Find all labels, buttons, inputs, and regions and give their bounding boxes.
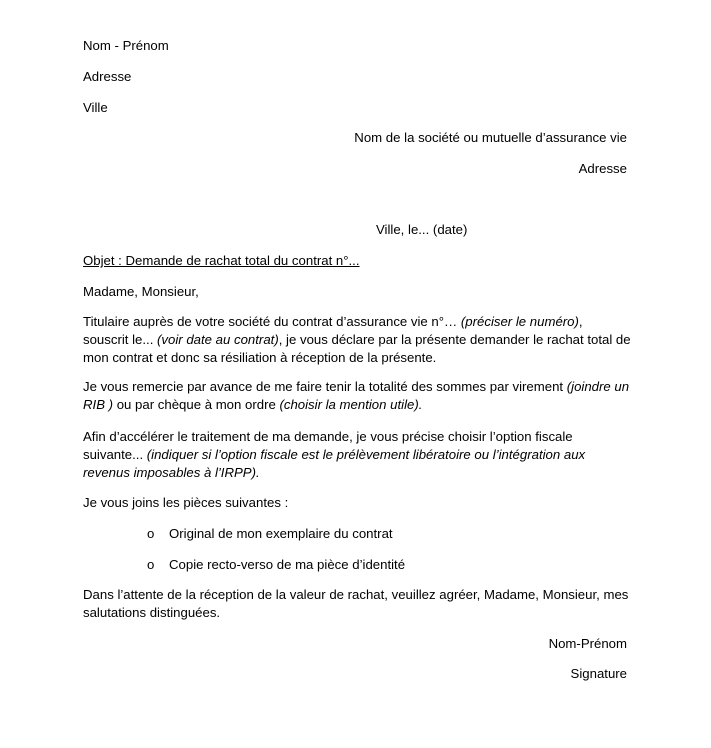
bullet-mark: o [147, 557, 155, 572]
p2-italic-1: (joindre un RIB ) [83, 379, 630, 412]
sender-city: Ville [83, 100, 108, 115]
attachment-item [147, 525, 393, 543]
p3-text-1: Afin d’accélérer le traitement de ma demande, je vous précise choisir l’option fiscale suivante... [83, 429, 573, 462]
p3-italic-1: (indiquer si l’option fiscale est le prélèvement libératoire ou l’intégration aux revenus imposables à l’IRPP). [83, 447, 586, 480]
date-line: Ville, le... (date) [376, 222, 468, 237]
p1-text-2: , souscrit le... [83, 314, 583, 347]
recipient-company: Nom de la société ou mutuelle d’assurance vie [354, 130, 627, 145]
attachment-text: Copie recto-verso de ma pièce d’identité [169, 557, 406, 572]
p2-italic-2: (choisir la mention utile). [279, 397, 423, 412]
salutation: Madame, Monsieur, [83, 284, 199, 299]
p2-text-2: ou par chèque à mon ordre [113, 397, 280, 412]
p1-italic-2: (voir date au contrat) [157, 332, 279, 347]
paragraph-payment [83, 378, 631, 414]
attachments-intro: Je vous joins les pièces suivantes : [83, 495, 289, 510]
signoff-name: Nom-Prénom [548, 636, 627, 651]
recipient-address: Adresse [578, 161, 627, 176]
p1-text-1: Titulaire auprès de votre société du contrat d’assurance vie n°… [83, 314, 461, 329]
p1-text-3: , je vous déclare par la présente demander le rachat total de mon contrat et donc sa résiliation à réception de la présente. [83, 332, 631, 365]
p2-text-1: Je vous remercie par avance de me faire tenir la totalité des sommes par virement [83, 379, 567, 394]
attachment-text: Original de mon exemplaire du contrat [169, 526, 393, 541]
bullet-mark: o [147, 526, 155, 541]
paragraph-tax-option [83, 428, 631, 482]
p1-italic-1: (préciser le numéro) [460, 314, 579, 329]
paragraph-contract [83, 313, 631, 367]
closing-paragraph: Dans l’attente de la réception de la valeur de rachat, veuillez agréer, Madame, Monsieur, mes salutations distinguées. [83, 587, 629, 620]
signoff-signature: Signature [570, 666, 627, 681]
subject-line: Objet : Demande de rachat total du contrat n°... [83, 253, 360, 268]
attachment-item [147, 556, 405, 574]
sender-address: Adresse [83, 69, 132, 84]
sender-name: Nom - Prénom [83, 38, 169, 53]
